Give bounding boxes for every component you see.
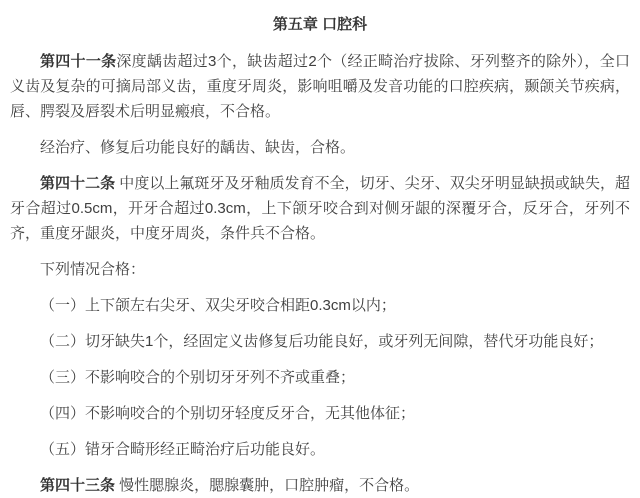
qualified-case-item-5 [10, 437, 630, 462]
article-42-paragraph [10, 171, 630, 246]
chapter-title: 第五章 口腔科 [272, 16, 368, 33]
article-41-paragraph [10, 49, 630, 124]
qualified-cases-intro-text: 下列情况合格： [40, 261, 146, 278]
qualified-case-item-2-text: （二）切牙缺失1个，经固定义齿修复后功能良好，或牙列无间隙，替代牙功能良好； [40, 333, 604, 350]
article-43-text: 慢性腮腺炎，腮腺囊肿，口腔肿瘤，不合格。 [115, 477, 420, 494]
qualified-case-item-4 [10, 401, 630, 426]
qualified-case-item-3-text: （三）不影响咬合的个别切牙牙列不齐或重叠； [40, 369, 356, 386]
qualified-case-item-1-text: （一）上下颌左右尖牙、双尖牙咬合相距0.3cm以内； [40, 297, 396, 314]
qualified-case-item-2 [10, 329, 630, 354]
article-42-text: 中度以上氟斑牙及牙釉质发育不全，切牙、尖牙、双尖牙明显缺损或缺失，超牙合超过0.5cm，开牙合超过0.3cm，上下颌牙咬合到对侧牙龈的深覆牙合，反牙合，牙列不齐，重度牙龈炎，中度牙周炎，条件兵不合格。 [10, 175, 630, 242]
article-43-paragraph [10, 473, 630, 498]
qualified-case-item-1 [10, 293, 630, 318]
article-43-number: 第四十三条 [40, 477, 116, 494]
article-41-number: 第四十一条 [40, 53, 117, 70]
qualified-case-item-5-text: （五）错牙合畸形经正畸治疗后功能良好。 [40, 441, 326, 458]
qualified-cases-intro [10, 257, 630, 282]
article-41-supplement-paragraph [10, 135, 630, 160]
article-41-text: 深度龋齿超过3个，缺齿超过2个（经正畸治疗拔除、牙列整齐的除外），全口义齿及复杂的可摘局部义齿，重度牙周炎，影响咀嚼及发音功能的口腔疾病，颞颌关节疾病，唇、腭裂及唇裂术后明显瘢痕，不合格。 [10, 53, 630, 120]
qualified-case-item-4-text: （四）不影响咬合的个别切牙轻度反牙合，无其他体征； [40, 405, 416, 422]
article-41-supplement-text: 经治疗、修复后功能良好的龋齿、缺齿，合格。 [40, 139, 356, 156]
article-42-number: 第四十二条 [40, 175, 116, 192]
qualified-case-item-3 [10, 365, 630, 390]
